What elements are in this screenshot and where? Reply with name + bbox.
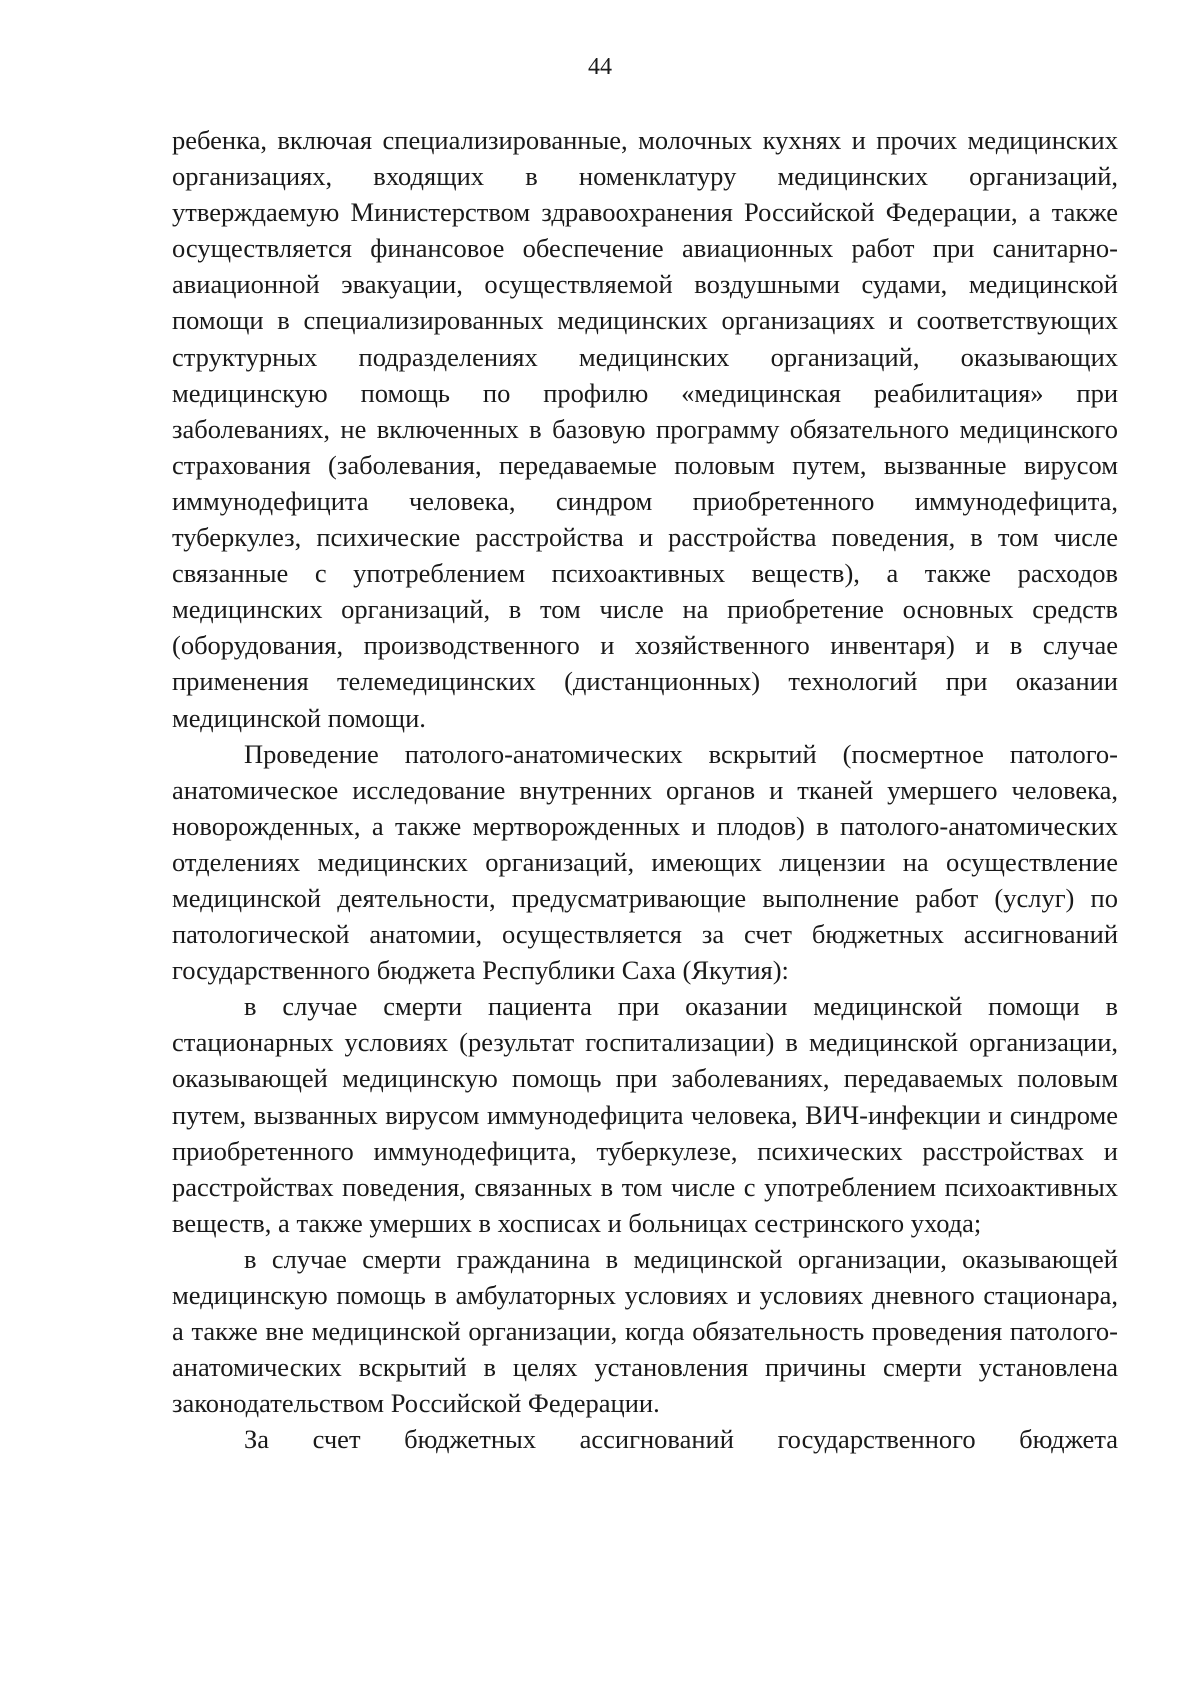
- paragraph-outpatient-death: в случае смерти гражданина в медицинской организации, оказывающей медицинскую помощь в амбулаторных условиях и условиях дневного стационара, а также вне медицинской организации, когда обязательность проведения патолого-анатомических вскрытий в целях установления причины смерти установлена законодательством Российской Федерации.: [172, 1243, 1118, 1419]
- paragraph-continuation: ребенка, включая специализированные, молочных кухнях и прочих медицинских организациях, входящих в номенклатуру медицинских организаций, утверждаемую Министерством здравоохранения Российской Федерации, а также осуществляется финансовое обеспечение авиационных работ при санитарно-авиационной эвакуации, осуществляемой воздушными судами, медицинской помощи в специализированных медицинских организациях и соответствующих структурных подразделениях медицинских организаций, оказывающих медицинскую помощь по профилю «медицинская реабилитация» при заболеваниях, не включенных в базовую программу обязательного медицинского страхования (заболевания, передаваемые половым путем, вызванные вирусом иммунодефицита человека, синдром приобретенного иммунодефицита, туберкулез, психические расстройства и расстройства поведения, в том числе связанные с употреблением психоактивных веществ), а также расходов медицинских организаций, в том числе на приобретение основных средств (оборудования, производственного и хозяйственного инвентаря) и в случае применения телемедицинских (дистанционных) технологий при оказании медицинской помощи.: [172, 125, 1118, 733]
- page-number: 44: [588, 54, 612, 80]
- paragraph-inpatient-death: в случае смерти пациента при оказании медицинской помощи в стационарных условиях (результат госпитализации) в медицинской организации, оказывающей медицинскую помощь при заболеваниях, передаваемых половым путем, вызванных вирусом иммунодефицита человека, ВИЧ-инфекции и синдроме приобретенного иммунодефицита, туберкулезе, психических расстройствах и расстройствах поведения, связанных в том числе с употреблением психоактивных веществ, а также умерших в хосписах и больницах сестринского ухода;: [172, 991, 1118, 1238]
- paragraph-autopsy-funding: Проведение патолого-анатомических вскрытий (посмертное патолого-анатомическое исследование внутренних органов и тканей умершего человека, новорожденных, а также мертворожденных и плодов) в патолого-анатомических отделениях медицинских организаций, имеющих лицензии на осуществление медицинской деятельности, предусматривающие выполнение работ (услуг) по патологической анатомии, осуществляется за счет бюджетных ассигнований государственного бюджета Республики Саха (Якутия):: [172, 738, 1118, 986]
- paragraph-budget-continuation: За счет бюджетных ассигнований государственного бюджета: [244, 1424, 1118, 1455]
- body-text: [172, 122, 1118, 1457]
